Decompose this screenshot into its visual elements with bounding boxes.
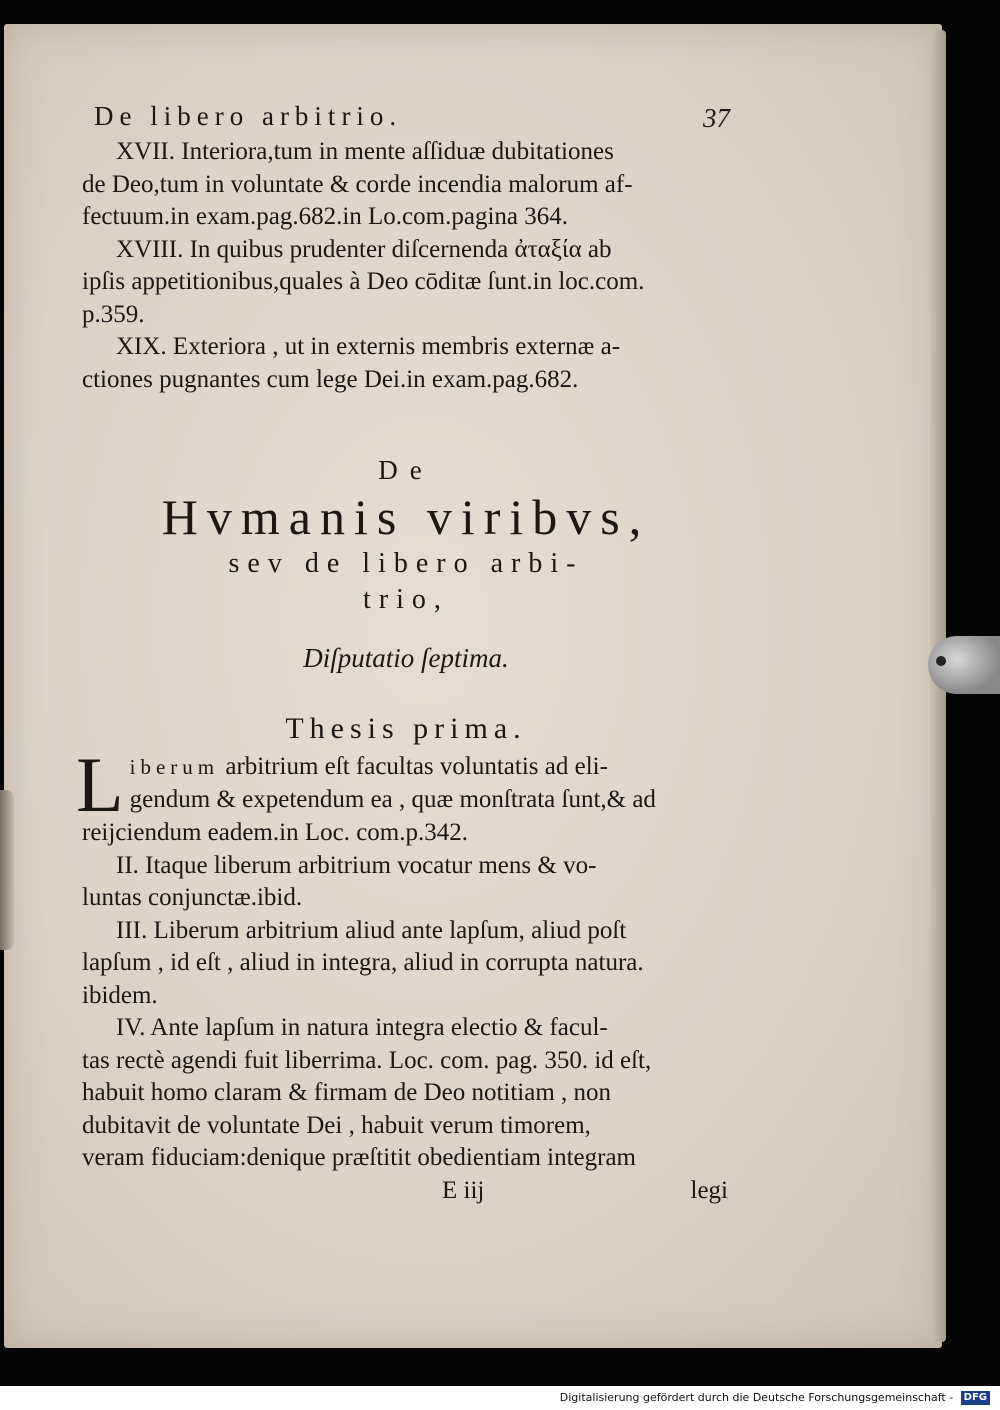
- disputation-title: [82, 452, 730, 618]
- text-line: II. Itaque liberum arbitrium vocatur mens & vo-: [116, 851, 597, 879]
- text-line: tas rectè agendi fuit liberrima. Loc. com. pag. 350. id eſt,: [82, 1046, 652, 1074]
- text-line: habuit homo claram & firmam de Deo notitiam , non: [82, 1079, 612, 1106]
- disputatio-label: Diſputatio ſeptima.: [303, 643, 509, 673]
- thesis-ii: [82, 850, 730, 915]
- first-word: iberum: [129, 755, 220, 779]
- text-line: XVIII. In quibus prudenter diſcernenda ἀταξία ab: [116, 235, 612, 263]
- title-sub-line-2: trio,: [363, 584, 449, 615]
- text-line: de Deo,tum in voluntate & corde incendia malorum af-: [82, 170, 633, 198]
- thesis-xvii: [82, 136, 730, 234]
- clip-dot: [936, 656, 946, 666]
- text-line: fectuum.in exam.pag.682.in Lo.com.pagina 364.: [82, 203, 568, 230]
- text-line: [82, 751, 730, 784]
- running-title: De libero arbitrio.: [94, 101, 403, 131]
- text-line: ibidem.: [82, 981, 158, 1009]
- credit-text: Digitalisierung gefördert durch die Deutsche Forschungsgemeinschaft -: [559, 1391, 954, 1404]
- text-line: luntas conjunctæ.ibid.: [82, 884, 303, 911]
- running-header: [82, 96, 730, 136]
- thesis-xviii: [82, 234, 730, 332]
- text-line: IV. Ante lapſum in natura integra electio & facul-: [116, 1014, 608, 1041]
- drop-initial: L: [76, 741, 124, 828]
- thesis-i: [76, 741, 730, 850]
- text-line: ipſis appetitionibus,quales à Deo cōditæ ſunt.in loc.com.: [82, 268, 645, 295]
- page-text: [76, 96, 730, 1209]
- text-line: XIX. Exteriora , ut in externis membris externæ a-: [116, 333, 621, 360]
- thesis-xix: [82, 331, 730, 396]
- page-number: 37: [703, 103, 730, 133]
- text-line: reijciendum eadem.in Loc. com.p.342.: [82, 819, 468, 846]
- binding-clip: [928, 636, 1000, 694]
- title-main: Hvmanis viribvs,: [161, 489, 651, 545]
- text-line: lapſum , id eſt , aliud in integra, aliud in corrupta natura.: [82, 949, 644, 976]
- title-sub-line-1: sev de libero arbi-: [228, 548, 584, 579]
- thesis-iv: [82, 1012, 730, 1175]
- text-line: dubitavit de voluntate Dei , habuit verum timorem,: [82, 1111, 591, 1139]
- left-page-edge: [0, 790, 14, 950]
- title-de: De: [378, 455, 434, 485]
- text-line: veram fiduciam:denique præſtitit obedientiam integram: [82, 1144, 637, 1171]
- text-line: gendum & expetendum ea , quæ monſtrata ſunt,& ad: [129, 785, 656, 813]
- dfg-logo: DFG: [961, 1391, 990, 1405]
- signature-mark: E iij: [442, 1176, 485, 1204]
- thesis-iii: [82, 915, 730, 1013]
- credit-bar: [0, 1386, 1000, 1410]
- catchword: legi: [690, 1176, 728, 1204]
- thesis-heading: Thesis prima.: [285, 711, 527, 745]
- text-line: p.359.: [82, 300, 145, 328]
- page-footer: [82, 1175, 730, 1209]
- text-line: III. Liberum arbitrium aliud ante lapſum, aliud poſt: [116, 916, 627, 944]
- line-rest: arbitrium eſt facultas voluntatis ad eli-: [225, 753, 608, 780]
- text-line: ctiones pugnantes cum lege Dei.in exam.pag.682.: [82, 365, 579, 393]
- text-line: XVII. Interiora,tum in mente aſſiduæ dubitationes: [116, 138, 614, 165]
